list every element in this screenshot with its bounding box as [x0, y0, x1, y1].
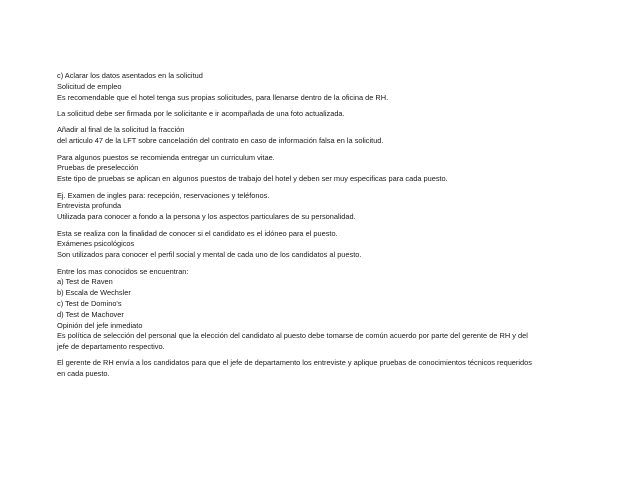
text-line: Es recomendable que el hotel tenga sus propias solicitudes, para llenarse dentro de la oficina de RH. [57, 92, 389, 102]
text-line: Añadir al final de la solicitud la fracción [57, 125, 185, 135]
paragraph-6 [57, 229, 597, 261]
section-heading: Entrevista profunda [57, 201, 122, 211]
text-line: Entre los mas conocidos se encuentran: [57, 266, 189, 276]
text-line: en cada puesto. [57, 369, 110, 379]
list-item: a) Test de Raven [57, 277, 113, 287]
text-line: Son utilizados para conocer el perfil social y mental de cada uno de los candidatos al puesto. [57, 250, 362, 260]
text-line: Es política de selección del personal que la elección del candidato al puesto debe tomarse de común acuerdo por parte del gerente de RH y del [57, 331, 528, 341]
paragraph-4 [57, 153, 597, 185]
text-line: del articulo 47 de la LFT sobre cancelación del contrato en caso de información falsa en la solicitud. [57, 136, 384, 146]
text-line: Utilizada para conocer a fondo a la persona y los aspectos particulares de su personalidad. [57, 212, 356, 222]
list-item: d) Test de Machover [57, 309, 124, 319]
text-line: Este tipo de pruebas se aplican en algunos puestos de trabajo del hotel y deben ser muy especificas para cada puesto. [57, 174, 448, 184]
section-heading: Solicitud de empleo [57, 81, 122, 91]
text-line: Esta se realiza con la finalidad de conocer si el candidato es el idóneo para el puesto. [57, 228, 338, 238]
document-body [57, 71, 597, 386]
text-line: jefe de departamento respectivo. [57, 342, 165, 352]
section-heading: Opinión del jefe inmediato [57, 320, 143, 330]
paragraph-5 [57, 191, 597, 223]
paragraph-7 [57, 267, 597, 353]
text-line: El gerente de RH envía a los candidatos para que el jefe de departamento los entreviste y aplique pruebas de conocimientos técnicos requeridos [57, 358, 532, 368]
text-line: c) Aclarar los datos asentados en la solicitud [57, 71, 203, 80]
list-item: c) Test de Domino's [57, 298, 122, 308]
paragraph-8 [57, 358, 597, 380]
list-item: b) Escala de Wechsler [57, 288, 131, 298]
text-line: La solicitud debe ser firmada por le solicitante e ir acompañada de una foto actualizada. [57, 108, 345, 118]
section-heading: Exámenes psicológicos [57, 239, 135, 249]
text-line: Ej. Examen de ingles para: recepción, reservaciones y teléfonos. [57, 190, 270, 200]
paragraph-1 [57, 71, 597, 103]
paragraph-2 [57, 109, 597, 120]
text-line: Para algunos puestos se recomienda entregar un curriculum vitae. [57, 152, 275, 162]
paragraph-3 [57, 125, 597, 147]
section-heading: Pruebas de preselección [57, 163, 139, 173]
